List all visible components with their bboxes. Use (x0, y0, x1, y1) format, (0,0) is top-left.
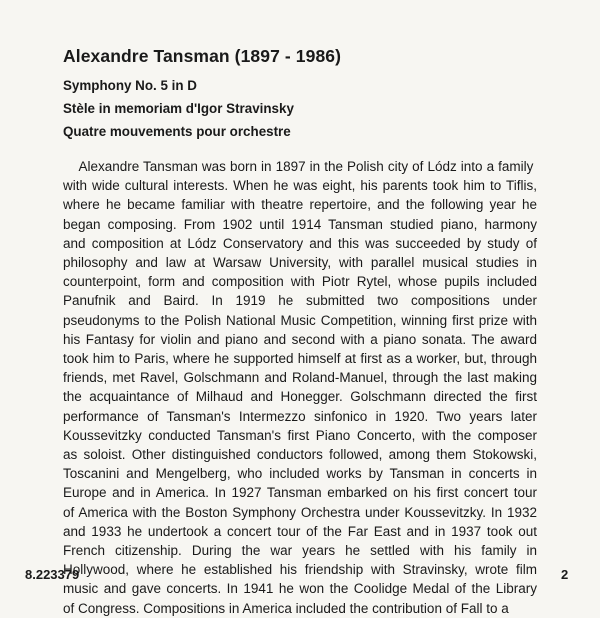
composer-heading: Alexandre Tansman (1897 - 1986) (63, 46, 342, 66)
text-line: of America with the Boston Symphony Orchestra under Koussevitzky. In 1932 (63, 504, 537, 520)
text-line: the acquaintance of Milhaud and Honegger. Golschmann directed the first (63, 389, 537, 405)
work-title-3: Quatre mouvements pour orchestre (63, 124, 291, 139)
text-line: pseudonyms to the Polish National Music Competition, winning first prize with (63, 312, 537, 328)
biography-text (63, 157, 537, 618)
work-title-2: Stèle in memoriam d'Igor Stravinsky (63, 101, 294, 116)
text-line: Hollywood, where he established his friendship with Stravinsky, wrote film (63, 562, 537, 578)
text-line: with wide cultural interests. When he was eight, his parents took him to Tiflis, (63, 178, 537, 194)
text-line: and composition at Lódz Conservatory and this was succeeded by study of (63, 235, 537, 251)
text-line: friends, met Ravel, Golschmann and Roland-Manuel, through the last making (63, 370, 537, 386)
text-line: performance of Tansman's Intermezzo sinfonico in 1920. Two years later (63, 408, 537, 424)
text-line: as soloist. Other distinguished conductors followed, among them Stokowski, (63, 447, 537, 463)
text-line: Toscanini and Mengelberg, who included works by Tansman in concerts in (63, 466, 537, 482)
text-line: began composing. From 1902 until 1914 Tansman studied piano, harmony (63, 216, 537, 232)
page-number: 2 (561, 567, 569, 582)
text-line: Koussevitzky conducted Tansman's first Piano Concerto, with the composer (63, 427, 537, 443)
text-line: Alexandre Tansman was born in 1897 in the Polish city of Lódz into a family (63, 159, 534, 174)
text-line: took him to Paris, where he supported himself at first as a worker, but, through (63, 351, 537, 367)
text-line: philosophy and law at Warsaw University, with parallel musical studies in (63, 255, 537, 271)
catalog-number: 8.223379 (25, 567, 80, 582)
text-line: Europe and in America. In 1927 Tansman embarked on his first concert tour (63, 485, 537, 501)
work-title-1: Symphony No. 5 in D (63, 78, 197, 93)
text-line: music and gave concerts. In 1941 he won the Coolidge Medal of the Library (63, 581, 537, 597)
text-line: his Fantasy for violin and piano and second with a piano sonata. The award (63, 331, 537, 347)
text-line: and 1933 he undertook a concert tour of the Far East and in 1937 took out (63, 523, 537, 539)
text-line: where he became familiar with theatre repertoire, and the following year he (63, 197, 537, 213)
text-line: counterpoint, form and composition with Piotr Rytel, whose pupils included (63, 274, 537, 290)
text-line: French citizenship. During the war years he settled with his family in (63, 543, 537, 559)
text-line: Panufnik and Baird. In 1919 he submitted two compositions under (63, 293, 537, 309)
text-line: of Congress. Compositions in America included the contribution of Fall to a (63, 600, 509, 616)
